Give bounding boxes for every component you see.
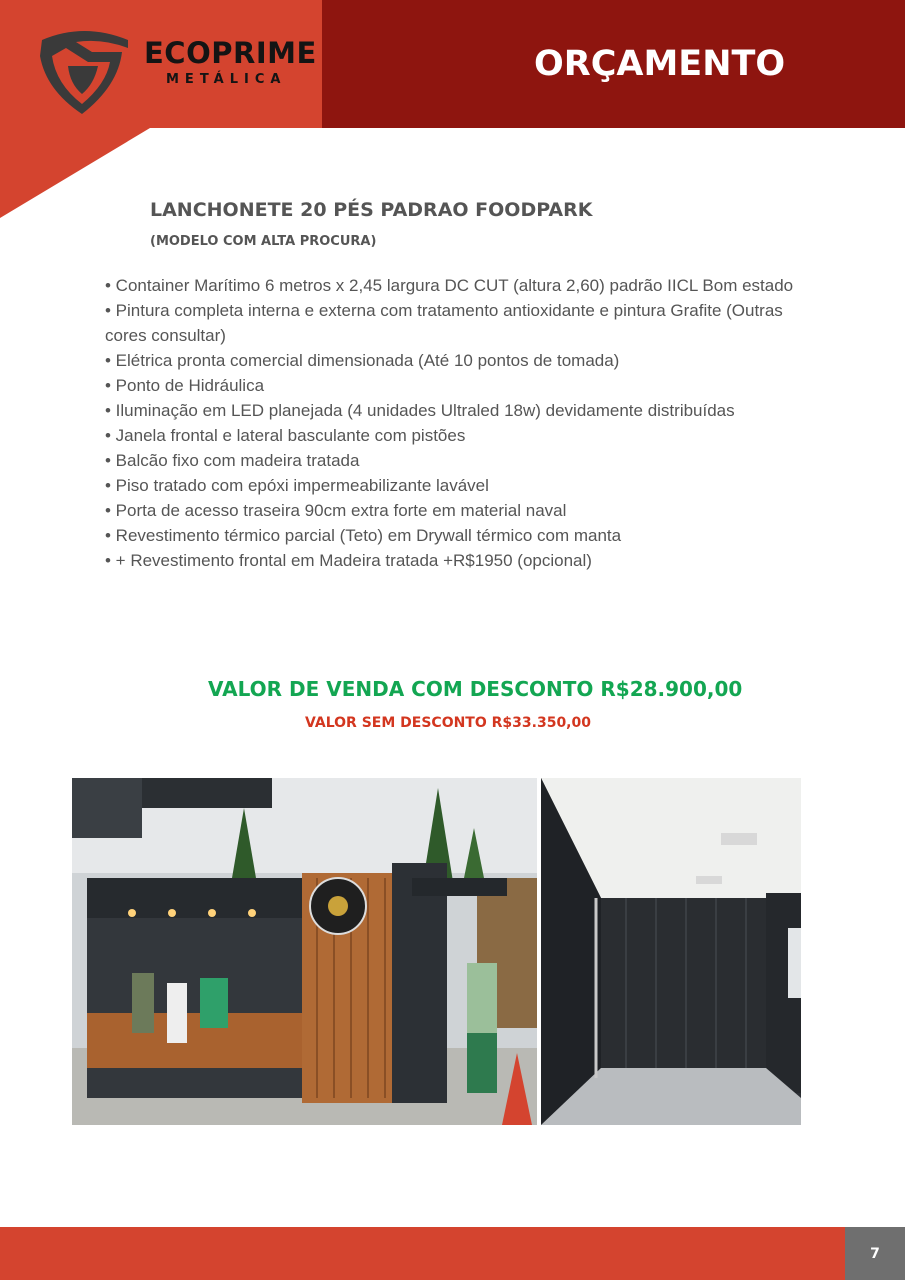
brand-subtitle: METÁLICA	[166, 72, 287, 87]
feature-item: • Pintura completa interna e externa com tratamento antioxidante e pintura Grafite (Outras cores consultar)	[105, 301, 783, 345]
footer-bar	[0, 1227, 845, 1280]
brand-name: ECOPRIME	[144, 36, 317, 70]
feature-item: • Iluminação em LED planejada (4 unidades Ultraled 18w) devidamente distribuídas	[105, 401, 735, 420]
feature-item: • Piso tratado com epóxi impermeabilizante lavável	[105, 476, 489, 495]
feature-item: • Elétrica pronta comercial dimensionada (Até 10 pontos de tomada)	[105, 351, 620, 370]
brand-logo	[36, 26, 326, 118]
product-title: LANCHONETE 20 PÉS PADRAO FOODPARK	[150, 199, 593, 221]
feature-item: • Janela frontal e lateral basculante com pistões	[105, 426, 466, 445]
feature-list	[105, 273, 805, 573]
feature-item: • Revestimento térmico parcial (Teto) em Drywall térmico com manta	[105, 526, 622, 545]
discount-price: VALOR DE VENDA COM DESCONTO R$28.900,00	[208, 677, 743, 701]
product-subtitle: (MODELO COM ALTA PROCURA)	[150, 234, 377, 249]
feature-item: • Porta de acesso traseira 90cm extra forte em material naval	[105, 501, 567, 520]
exterior-photo	[72, 778, 537, 1125]
feature-item: • Ponto de Hidráulica	[105, 376, 265, 395]
feature-item: • Balcão fixo com madeira tratada	[105, 451, 360, 470]
shield-logo-icon	[36, 26, 134, 118]
full-price: VALOR SEM DESCONTO R$33.350,00	[305, 715, 591, 731]
page-number: 7	[845, 1227, 905, 1280]
feature-item: • + Revestimento frontal em Madeira tratada +R$1950 (opcional)	[105, 551, 592, 570]
interior-photo	[541, 778, 801, 1125]
page-title: ORÇAMENTO	[534, 44, 786, 84]
feature-item: • Container Marítimo 6 metros x 2,45 largura DC CUT (altura 2,60) padrão IICL Bom estado	[105, 276, 794, 295]
